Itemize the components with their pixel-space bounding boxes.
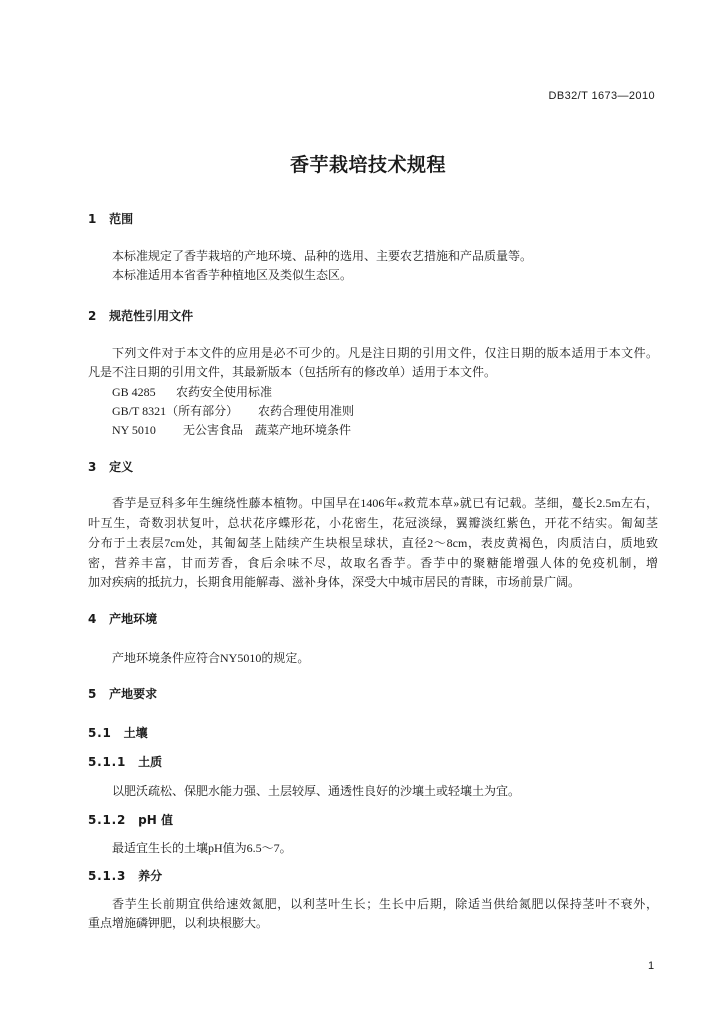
paragraph-line: 产地环境条件应符合NY5010的规定。 bbox=[112, 651, 310, 665]
section-number: 1 bbox=[88, 212, 98, 226]
subsection-title: 养分 bbox=[138, 869, 163, 883]
subsection-number: 5.1.2 bbox=[88, 813, 127, 827]
paragraph-line: 下列文件对于本文件的应用是必不可少的。凡是注日期的引用文件，仅注日期的版本适用于本文件。 bbox=[112, 346, 658, 360]
section-number: 5 bbox=[88, 687, 98, 701]
section-title: 产地要求 bbox=[109, 687, 158, 701]
reference-code: NY 5010 bbox=[112, 423, 156, 437]
reference-item bbox=[112, 401, 658, 421]
section-title: 产地环境 bbox=[109, 612, 158, 626]
section-heading bbox=[88, 457, 133, 477]
paragraph-line: 本标准规定了香芋栽培的产地环境、品种的选用、主要农艺措施和产品质量等。 bbox=[112, 249, 533, 263]
page-number: 1 bbox=[648, 960, 655, 972]
subsection-number: 5.1.1 bbox=[88, 755, 127, 769]
subsection-title: 土壤 bbox=[123, 726, 148, 740]
section-title: 定义 bbox=[109, 460, 134, 474]
subsection-heading bbox=[88, 810, 173, 830]
section-number: 2 bbox=[88, 309, 98, 323]
paragraph-line: 香芋是豆科多年生缠绕性藤本植物。中国早在1406年«救荒本草»就已有记载。茎细，蔓长2.5m左右， bbox=[112, 496, 658, 510]
paragraph-line: 最适宜生长的土壤pH值为6.5～7。 bbox=[112, 841, 292, 855]
subsection-number: 5.1 bbox=[88, 726, 112, 740]
paragraph-line: 以肥沃疏松、保肥水能力强、土层较厚、通透性良好的沙壤土或轻壤土为宜。 bbox=[112, 784, 521, 798]
subsection-title: pH 值 bbox=[138, 813, 173, 827]
reference-item bbox=[112, 420, 658, 440]
section-heading bbox=[88, 684, 157, 704]
subsection-title: 土质 bbox=[138, 755, 163, 769]
paragraph-line: 香芋生长前期宜供给速效氮肥，以利茎叶生长；生长中后期，除适当供给氮肥以保持茎叶不衰外， bbox=[112, 897, 658, 911]
subsection-number: 5.1.3 bbox=[88, 869, 127, 883]
reference-item bbox=[112, 382, 658, 402]
paragraph-line: 重点增施磷钾肥，以利块根膨大。 bbox=[88, 916, 269, 930]
document-number: DB32/T 1673—2010 bbox=[548, 90, 655, 102]
paragraph-line: 叶互生，奇数羽状复叶，总状花序蝶形花，小花密生，花冠淡绿，翼瓣淡红紫色，开花不结实。匍匐茎 bbox=[88, 516, 658, 530]
section-title: 范围 bbox=[109, 212, 134, 226]
section-number: 3 bbox=[88, 460, 98, 474]
reference-code: GB/T 8321（所有部分） bbox=[112, 404, 239, 418]
paragraph-line: 凡是不注日期的引用文件，其最新版本（包括所有的修改单）适用于本文件。 bbox=[88, 365, 497, 379]
reference-title: 无公害食品 蔬菜产地环境条件 bbox=[183, 423, 352, 437]
section-title: 规范性引用文件 bbox=[109, 309, 194, 323]
paragraph-line: 密，营养丰富，甘而芳香，食后余味不尽，故取名香芋。香芋中的聚糖能增强人体的免疫机制，增 bbox=[88, 556, 658, 570]
section-heading bbox=[88, 609, 157, 629]
subsection-heading bbox=[88, 866, 162, 886]
reference-title: 农药合理使用准则 bbox=[258, 404, 355, 418]
section-heading bbox=[88, 209, 133, 229]
reference-code: GB 4285 bbox=[112, 385, 156, 399]
subsection-heading bbox=[88, 723, 148, 743]
paragraph-line: 本标准适用本省香芋种植地区及类似生态区。 bbox=[112, 268, 353, 282]
paragraph-line: 分布于土表层7cm处，其匍匐茎上陆续产生块根呈球状，直径2～8cm，表皮黄褐色，肉质洁白，质地致 bbox=[88, 536, 658, 550]
section-number: 4 bbox=[88, 612, 98, 626]
reference-title: 农药安全使用标准 bbox=[176, 385, 273, 399]
subsection-heading bbox=[88, 752, 162, 772]
document-title: 香芋栽培技术规程 bbox=[289, 154, 446, 176]
section-heading bbox=[88, 306, 193, 326]
paragraph-line: 加对疾病的抵抗力，长期食用能解毒、滋补身体，深受大中城市居民的青睐，市场前景广阔。 bbox=[88, 575, 581, 589]
